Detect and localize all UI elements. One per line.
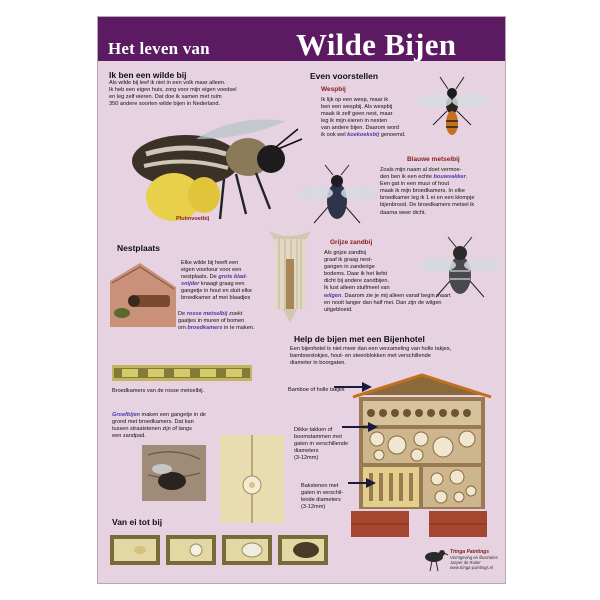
credit-block: Tringa Paintings Vormgeving en illustraties Jasper de Ruiter www.tringa-paintings.nl [450, 549, 498, 570]
rosse-text: De rosse metselbij zoekt gaatjes in muren of bomen om broedkamers in te maken. [178, 311, 255, 332]
tringa-bird-logo-icon [420, 545, 448, 573]
wespbij-text: Ik lijk op een wesp, maar ik ben een wespbij. Als wespbij maak ik zelf geen nest, maar leg ik mijn eieren in nesten van andere bijen. Daarom word ik ook wel koekoeksbij genoemd. [321, 97, 406, 139]
title-banner [98, 17, 505, 61]
label-takken: Dikke takken of boomstammen met gaten in verschillende diameters (3-12mm) [294, 427, 349, 462]
title-part1: Het leven van [108, 39, 210, 58]
caption-rosse-broedkamers: Broedkamers van de rosse metselbij. [112, 388, 205, 394]
present-heading: Even voorstellen [310, 71, 379, 81]
hotel-text: Een bijenhotel is niet meer dan een verzameling van holle takjes, bamboestokjes, hout- en steenblokken met verschillende diameter in boorgaten. [290, 346, 452, 367]
hotel-heading: Help de bijen met een Bijenhotel [294, 334, 425, 344]
caption-pluimvoetbij: Pluimvoetbij [176, 216, 210, 222]
pointer-takken-icon [342, 421, 380, 433]
poster [97, 16, 506, 584]
grijze-zandbij-text: Als grijze zandbij graaf ik graag nest- gangen in zanderige bodems. Daar ik het liefst dicht bij andere zandbijen. Ik lust alleen stuifmeel van wilgen. Daarom zie je mij alleen vanaf begin maart en nooit langer dan half mei. Dan zijn de wilgen uitgebloeid. [324, 250, 451, 313]
blauwe-metselbij-text: Zoals mijn naam al doet vermoe- den ben ik een echte bouwvakker. Een gat in een muur of hout maak ik mijn broedkamers. In elke broedkamer leg ik 1 ei en een klompje bijenbrood. De broedkamers metsel ik daarna weer dicht. [380, 167, 475, 216]
title-part2: Wilde Bijen [296, 27, 457, 62]
stem-nest-illustration [261, 229, 319, 325]
groefbij-nest-illustration [220, 435, 284, 523]
wespbij-name: Wespbij [321, 86, 346, 93]
pointer-bakstenen-icon [348, 477, 378, 489]
blauwe-metselbij-name: Blauwe metselbij [407, 156, 460, 163]
intro-text: Als wilde bij leef ik niet in een volk maar alleen. Ik heb een eigen huis, zorg voor mijn eigen voedsel en leg zelf eieren. Dat doe ik samen met ruim 350 andere soorten wilde bijen in Nederland. [109, 80, 237, 108]
grijze-zandbij-illustration [420, 235, 500, 303]
groefbijen-text: Groefbijen maken een gangetje in de grond met broedkamers. Dat kan tussen straatstenen zijn of langs een zandpad. [112, 412, 206, 440]
nest-text: Elke wilde bij heeft een eigen voorkeur voor een nestplaats. De grote blad- snijder knaagt graag een gangetje in hout en sluit elke broedkamer af met blaadjes [181, 260, 252, 302]
label-bakstenen: Bakstenen met gaten in verschil- lende diameters (3-12mm) [301, 483, 344, 511]
bladsnijder-nest-illustration [110, 261, 178, 333]
groefbij-illustration [142, 445, 206, 501]
grijze-zandbij-name: Grijze zandbij [330, 239, 373, 246]
pluimvoetbij-illustration [116, 109, 306, 229]
bijenhotel-illustration [347, 373, 497, 541]
ei-tot-bij-illustration [110, 533, 330, 569]
pointer-bamboe-icon [334, 381, 374, 393]
label-bamboe: Bamboe of holle takjes [288, 387, 345, 393]
rosse-broedkamers-illustration [112, 362, 252, 384]
ei-heading: Van ei tot bij [112, 517, 163, 527]
wespbij-illustration [412, 71, 492, 141]
nest-heading: Nestplaats [117, 243, 160, 253]
intro-heading: Ik ben een wilde bij [109, 70, 187, 80]
blauwe-metselbij-illustration [298, 163, 376, 233]
